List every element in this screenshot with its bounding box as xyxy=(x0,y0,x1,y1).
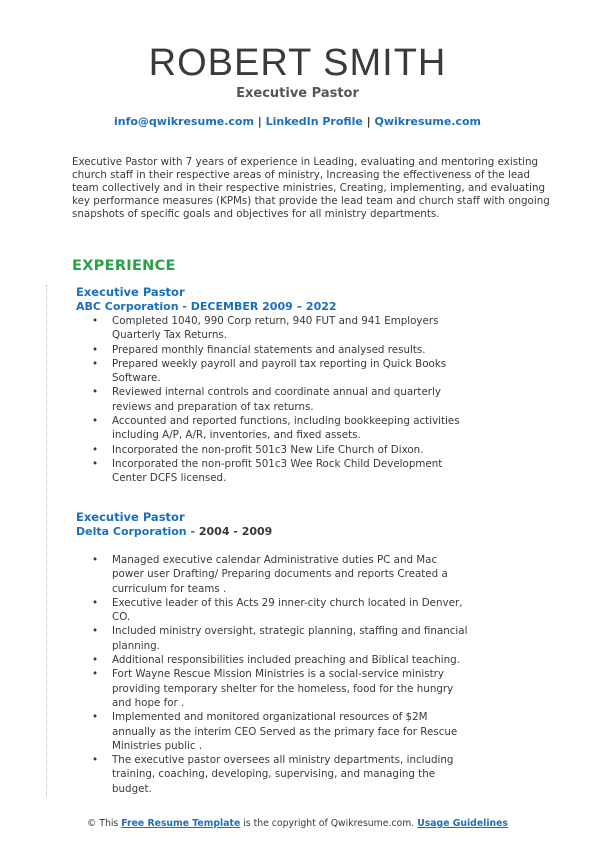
job-title: Executive Pastor xyxy=(76,285,185,299)
candidate-name: ROBERT SMITH xyxy=(148,42,447,84)
bullet-item: • Incorporated the non-profit 501c3 New Life Church of Dixon. xyxy=(76,443,472,457)
bullet-item: • Included ministry oversight, strategic planning, staffing and financial planning. xyxy=(76,624,472,653)
email-link[interactable]: info@qwikresume.com xyxy=(113,115,254,128)
job-title: Executive Pastor xyxy=(76,510,185,524)
job-dates: DECEMBER 2009 – 2022 xyxy=(190,300,337,313)
bullet-item: • Incorporated the non-profit 501c3 Wee Rock Child Development Center DCFS licensed. xyxy=(76,457,472,486)
bullet-item: • Accounted and reported functions, including bookkeeping activities including A/P, A/R, inventories, and fixed assets. xyxy=(76,414,472,443)
candidate-title: Executive Pastor xyxy=(236,86,359,101)
job-bullets xyxy=(76,314,516,486)
footer-middle: is the copyright of Qwikresume.com. xyxy=(240,818,418,829)
job-entry xyxy=(76,285,516,486)
job-dates: 2004 - 2009 xyxy=(198,525,273,538)
bullet-item: • Fort Wayne Rescue Mission Ministries is a social-service ministry providing temporary shelter for the homeless, food for the hungry and hope for . xyxy=(76,667,472,710)
footer-prefix: © This xyxy=(87,818,122,829)
bullet-item: • Implemented and monitored organizational resources of $2M annually as the interim CEO Served as the primary face for Rescue Ministries public . xyxy=(76,710,472,753)
bullet-item: • Additional responsibilities included preaching and Biblical teaching. xyxy=(76,653,472,667)
experience-heading: EXPERIENCE xyxy=(72,258,176,274)
job-bullets xyxy=(76,553,516,796)
bullet-item: • Reviewed internal controls and coordinate annual and quarterly reviews and preparation of tax returns. xyxy=(76,385,472,414)
separator: | xyxy=(253,115,266,128)
separator: | xyxy=(362,115,375,128)
free-resume-template-link[interactable]: Free Resume Template xyxy=(121,818,241,829)
summary-paragraph: Executive Pastor with 7 years of experience in Leading, evaluating and mentoring existing church staff in their respective areas of ministry, Increasing the effectiveness of the lead team collectively and in their respective ministries, Creating, implementing, and evaluating key performance measures (KPMs) that provide the lead team and church staff with ongoing snapshots of specific goals and objectives for all ministry departments. xyxy=(72,156,550,221)
website-link[interactable]: Qwikresume.com xyxy=(374,115,482,128)
company-name: ABC Corporation - xyxy=(76,300,191,313)
linkedin-link[interactable]: LinkedIn Profile xyxy=(265,115,363,128)
bullet-item: • Managed executive calendar Administrative duties PC and Mac power user Drafting/ Preparing documents and reports Created a curriculum for teams . xyxy=(76,553,472,596)
job-entry xyxy=(76,510,516,796)
footer xyxy=(0,818,595,829)
contact-line xyxy=(0,115,595,128)
bullet-item: • Prepared monthly financial statements and analysed results. xyxy=(76,343,472,357)
bullet-item: • Completed 1040, 990 Corp return, 940 FUT and 941 Employers Quarterly Tax Returns. xyxy=(76,314,472,343)
bullet-item: • The executive pastor oversees all ministry departments, including training, coaching, developing, supervising, and managing the budget. xyxy=(76,753,472,796)
usage-guidelines-link[interactable]: Usage Guidelines xyxy=(417,818,508,829)
bullet-item: • Prepared weekly payroll and payroll tax reporting in Quick Books Software. xyxy=(76,357,472,386)
timeline-line xyxy=(46,285,47,797)
job-company xyxy=(76,300,516,314)
bullet-item: • Executive leader of this Acts 29 inner-city church located in Denver, CO. xyxy=(76,596,472,625)
job-company xyxy=(76,525,516,539)
company-name: Delta Corporation - xyxy=(76,525,199,538)
